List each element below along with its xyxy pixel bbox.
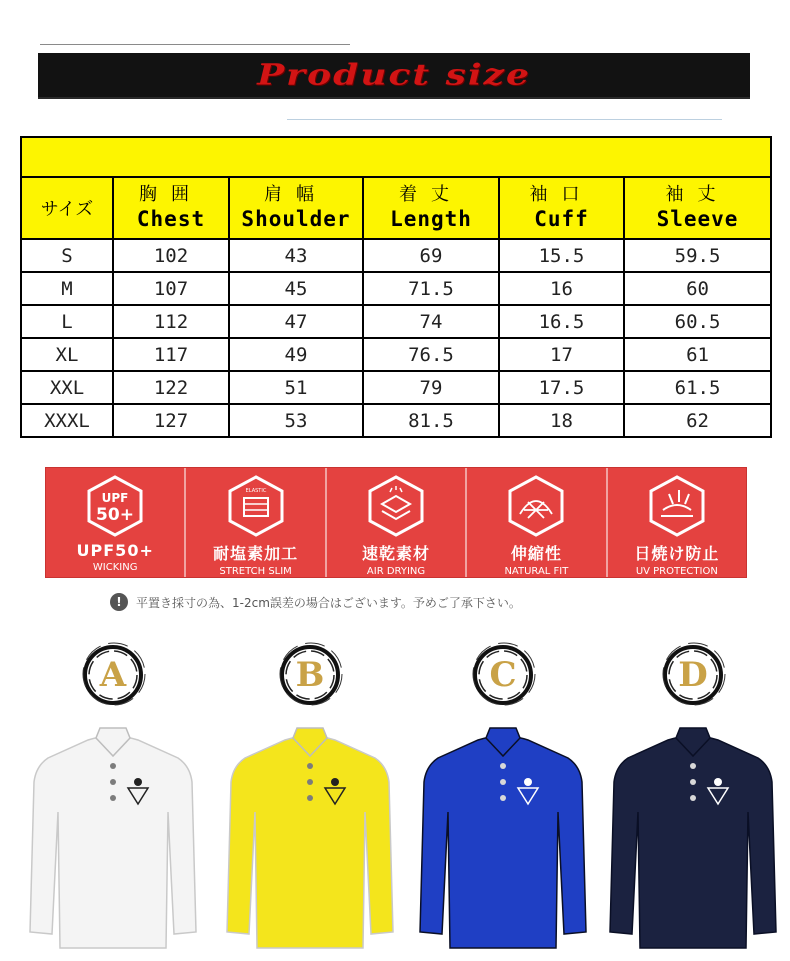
cell-shoulder: 49 bbox=[229, 338, 363, 371]
feature-label: 伸縮性 bbox=[510, 544, 562, 563]
table-header-blank bbox=[21, 137, 771, 177]
feature-sub: AIR DRYING bbox=[366, 566, 426, 577]
cell-length: 81.5 bbox=[363, 404, 499, 437]
cell-sleeve: 61 bbox=[624, 338, 771, 371]
cell-chest: 107 bbox=[113, 272, 229, 305]
feature-0 bbox=[46, 468, 186, 577]
cell-cuff: 17.5 bbox=[499, 371, 624, 404]
cell-chest: 127 bbox=[113, 404, 229, 437]
variant-letter: C bbox=[489, 655, 517, 695]
exclamation-icon: ! bbox=[110, 593, 128, 611]
cell-shoulder: 43 bbox=[229, 239, 363, 272]
feature-sub: UV PROTECTION bbox=[635, 566, 718, 577]
cell-chest: 112 bbox=[113, 305, 229, 338]
cell-length: 79 bbox=[363, 371, 499, 404]
cell-length: 76.5 bbox=[363, 338, 499, 371]
variant-letter: A bbox=[99, 655, 127, 695]
variant-badge bbox=[470, 642, 536, 708]
feature-3 bbox=[467, 468, 607, 577]
banner-title: Product size bbox=[257, 58, 531, 92]
polo-shirt-icon bbox=[408, 722, 598, 952]
table-row bbox=[21, 239, 771, 272]
feature-label: 速乾素材 bbox=[362, 544, 431, 563]
feature-2 bbox=[327, 468, 467, 577]
cell-cuff: 16.5 bbox=[499, 305, 624, 338]
polo-shirt-icon bbox=[598, 722, 788, 952]
cell-size: XXL bbox=[21, 371, 113, 404]
air-drying-icon bbox=[364, 474, 428, 538]
variant-badge bbox=[660, 642, 726, 708]
table-row bbox=[21, 272, 771, 305]
svg-text:ELASTIC: ELASTIC bbox=[245, 488, 266, 494]
cell-sleeve: 61.5 bbox=[624, 371, 771, 404]
cell-cuff: 17 bbox=[499, 338, 624, 371]
feature-4 bbox=[608, 468, 746, 577]
svg-text:50+: 50+ bbox=[96, 505, 135, 525]
cell-sleeve: 60 bbox=[624, 272, 771, 305]
stretch-mesh-icon bbox=[504, 474, 568, 538]
cell-size: M bbox=[21, 272, 113, 305]
cell-shoulder: 47 bbox=[229, 305, 363, 338]
header-cuff: 袖口 Cuff bbox=[499, 177, 624, 239]
cell-length: 71.5 bbox=[363, 272, 499, 305]
feature-sub: STRETCH SLIM bbox=[219, 566, 292, 577]
table-row bbox=[21, 371, 771, 404]
cell-length: 69 bbox=[363, 239, 499, 272]
feature-strip bbox=[45, 467, 747, 578]
variant-d bbox=[598, 642, 788, 952]
header-shoulder: 肩幅 Shoulder bbox=[229, 177, 363, 239]
product-size-banner bbox=[38, 53, 750, 99]
table-row bbox=[21, 404, 771, 437]
banner-underline bbox=[287, 119, 722, 120]
elastic-fabric-icon bbox=[224, 474, 288, 538]
table-row bbox=[21, 305, 771, 338]
header-size: サイズ bbox=[21, 177, 113, 239]
cell-chest: 122 bbox=[113, 371, 229, 404]
cell-shoulder: 45 bbox=[229, 272, 363, 305]
cell-cuff: 15.5 bbox=[499, 239, 624, 272]
cell-size: L bbox=[21, 305, 113, 338]
cell-cuff: 18 bbox=[499, 404, 624, 437]
uv-protection-icon bbox=[645, 474, 709, 538]
polo-shirt-icon bbox=[18, 722, 208, 952]
cell-shoulder: 51 bbox=[229, 371, 363, 404]
feature-label: 耐塩素加工 bbox=[213, 544, 299, 563]
variant-c bbox=[408, 642, 598, 952]
table-header-row bbox=[21, 177, 771, 239]
cell-shoulder: 53 bbox=[229, 404, 363, 437]
variant-b bbox=[215, 642, 405, 952]
measurement-note bbox=[110, 593, 521, 611]
cell-chest: 117 bbox=[113, 338, 229, 371]
cell-chest: 102 bbox=[113, 239, 229, 272]
header-chest: 胸囲 Chest bbox=[113, 177, 229, 239]
size-table bbox=[20, 136, 772, 438]
feature-sub: WICKING bbox=[92, 562, 138, 573]
variant-badge bbox=[277, 642, 343, 708]
top-rule bbox=[40, 44, 350, 45]
upf50-shield-icon bbox=[83, 474, 147, 538]
cell-size: XL bbox=[21, 338, 113, 371]
cell-sleeve: 59.5 bbox=[624, 239, 771, 272]
header-sleeve: 袖丈 Sleeve bbox=[624, 177, 771, 239]
cell-size: XXXL bbox=[21, 404, 113, 437]
variant-a bbox=[18, 642, 208, 952]
variant-badge bbox=[80, 642, 146, 708]
note-text: 平置き採寸の為、1-2cm誤差の場合はございます。予めご了承下さい。 bbox=[136, 595, 521, 610]
feature-label: 日焼け防止 bbox=[634, 544, 720, 563]
cell-length: 74 bbox=[363, 305, 499, 338]
variant-letter: B bbox=[295, 655, 325, 695]
table-row bbox=[21, 338, 771, 371]
feature-sub: NATURAL FIT bbox=[504, 566, 569, 577]
cell-cuff: 16 bbox=[499, 272, 624, 305]
variant-letter: D bbox=[678, 655, 708, 695]
header-length: 着丈 Length bbox=[363, 177, 499, 239]
polo-shirt-icon bbox=[215, 722, 405, 952]
cell-size: S bbox=[21, 239, 113, 272]
svg-text:UPF: UPF bbox=[101, 491, 129, 505]
feature-1 bbox=[186, 468, 326, 577]
feature-label: UPF50+ bbox=[76, 541, 154, 560]
cell-sleeve: 62 bbox=[624, 404, 771, 437]
cell-sleeve: 60.5 bbox=[624, 305, 771, 338]
